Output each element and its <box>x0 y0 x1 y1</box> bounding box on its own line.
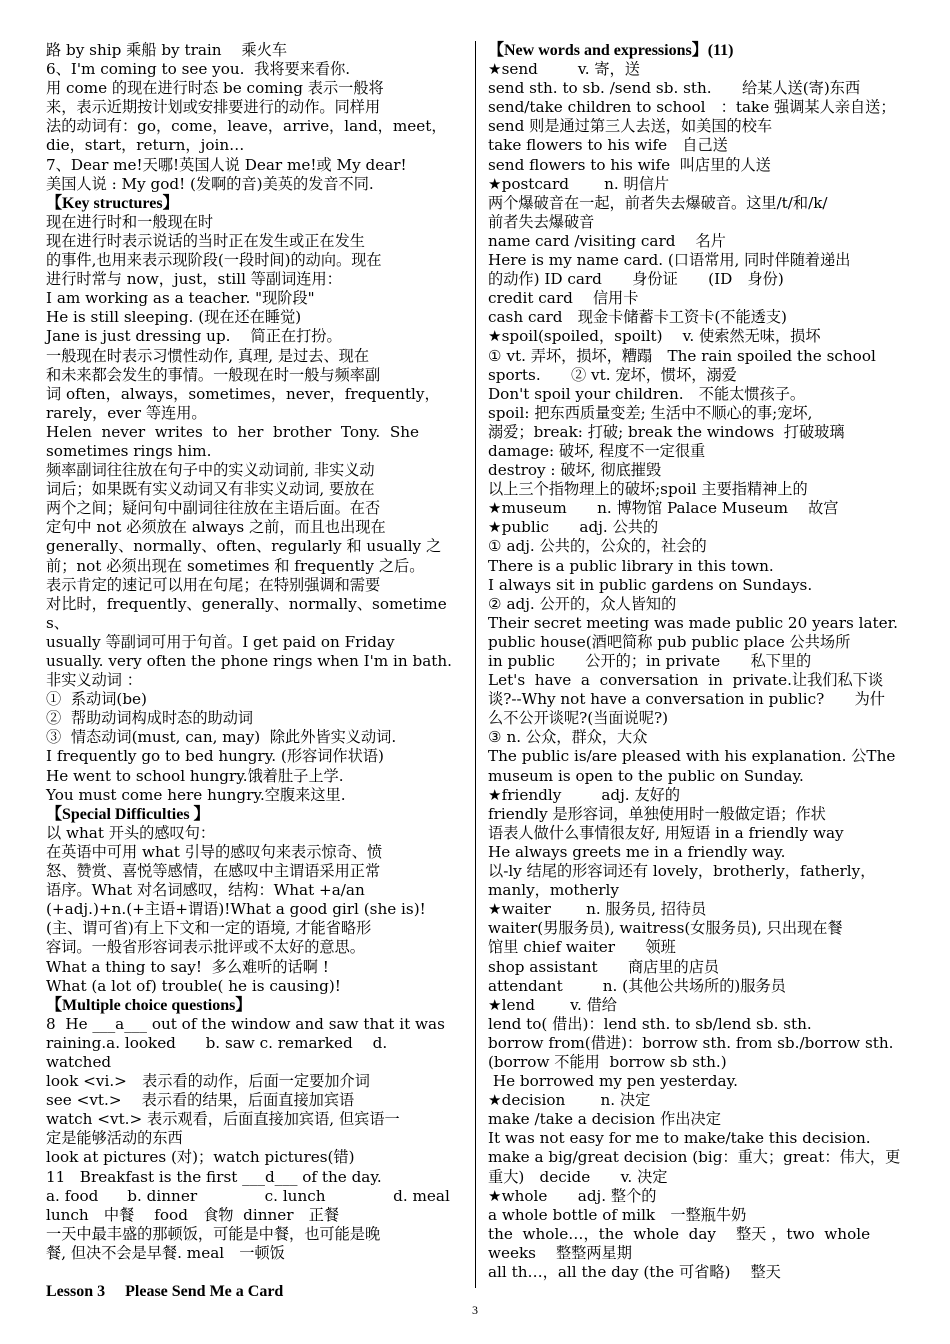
text-line: usually 等副词可用于句首。I get paid on Friday <box>46 632 395 651</box>
text-line: in public 公开的；in private 私下里的 <box>488 652 812 670</box>
text-line: 进行时常与 now，just，still 等副词连用： <box>46 270 342 289</box>
text-line: 频率副词往往放在句子中的实义动词前, 非实义动 <box>46 461 375 480</box>
text-line: 两个之间；疑问句中副词往往放在主语后面。在否 <box>46 499 381 518</box>
text-line: a whole bottle of milk 一整瓶牛奶 <box>488 1205 747 1224</box>
text-line: 美国人说 : My god! (发啊的音)美英的发音不同. <box>46 174 374 193</box>
text-line: ① vt. 弄坏，损坏，糟蹋 The rain spoiled the school <box>488 346 876 365</box>
text-line: He always greets me in a friendly way. <box>488 842 786 861</box>
text-line: 容词。一般省形容词表示批评或不太好的意思。 <box>46 938 365 957</box>
text-line: 8 He ___a___ out of the window and saw that it was <box>46 1014 445 1033</box>
text-line: waiter(男服务员), waitress(女服务员), 只出现在餐 <box>488 919 843 938</box>
text-line: ★send v. 寄，送 <box>488 60 640 79</box>
text-line: ★museum n. 博物馆 Palace Museum 故宫 <box>488 499 839 518</box>
text-line: I am working as a teacher. "现阶段" <box>46 289 315 308</box>
text-line: museum is open to the public on Sunday. <box>488 766 804 785</box>
text-line: 现在进行时表示说话的当时正在发生或正在发生 <box>46 231 365 250</box>
text-line: lend to( 借出)：lend sth. to sb/lend sb. sth. <box>488 1014 812 1033</box>
text-line: friendly 是形容词，单独使用时一般做定语；作状 <box>488 804 826 823</box>
text-line: 谈?--Why not have a conversation in public? 为什 <box>488 690 885 709</box>
text-line: manly，motherly <box>488 881 619 900</box>
text-line: I always sit in public gardens on Sundays. <box>488 575 813 594</box>
text-line: He went to school hungry.饿着肚子上学. <box>46 766 344 785</box>
text-line: 一般现在时表示习惯性动作, 真理, 是过去、现在 <box>46 346 370 365</box>
text-line: Their secret meeting was made public 20 years later. <box>488 613 899 632</box>
text-line: ★public adj. 公共的 <box>488 518 659 537</box>
text-line: attendant n. (其他公共场所的)服务员 <box>488 976 786 995</box>
text-line: 馆里 chief waiter 领班 <box>488 938 676 957</box>
text-line: ② adj. 公开的，众人皆知的 <box>488 594 677 613</box>
text-line: It was not easy for me to make/take this decision. <box>488 1129 871 1148</box>
text-line: credit card 信用卡 <box>488 289 639 308</box>
text-line: I frequently go to bed hungry. (形容词作状语) <box>46 747 384 766</box>
text-line: Here is my name card. (口语常用, 同时伴随着递出 <box>488 251 851 270</box>
text-line: usually. very often the phone rings when I'm in bath. <box>46 652 452 670</box>
text-line: ★waiter n. 服务员, 招待员 <box>488 900 707 919</box>
text-line: 以-ly 结尾的形容词还有 lovely，brotherly，fatherly， <box>488 862 876 881</box>
text-line: shop assistant 商店里的店员 <box>488 957 720 976</box>
section-heading: 【Special Difficulties 】 <box>46 805 210 823</box>
text-line: You must come here hungry.空腹来这里. <box>46 785 346 804</box>
text-line: 的事件,也用来表示现阶段(一段时间)的动向。现在 <box>46 251 382 270</box>
text-line: send/take children to school ：take 强调某人亲自送； <box>488 98 896 117</box>
text-line: make /take a decision 作出决定 <box>488 1110 721 1129</box>
text-line: He is still sleeping. (现在还在睡觉) <box>46 308 302 327</box>
text-line: weeks 整整两星期 <box>488 1243 632 1262</box>
text-line: cash card 现金卡储蓄卡工资卡(不能透支) <box>488 308 787 327</box>
text-line: ★postcard n. 明信片 <box>488 174 670 193</box>
left-column <box>46 41 464 1301</box>
text-line: 语表人做什么事情很友好, 用短语 in a friendly way <box>488 823 844 842</box>
text-line: take flowers to his wife 自己送 <box>488 136 728 155</box>
text-line: 前者失去爆破音 <box>488 212 595 231</box>
text-line: ① adj. 公共的，公众的，社会的 <box>488 537 707 556</box>
text-line: look at pictures (对)；watch pictures(错) <box>46 1148 355 1167</box>
text-line: 前；not 必须出现在 sometimes 和 frequently 之后。 <box>46 556 425 575</box>
text-line: all th…，all the day (the 可省略) 整天 <box>488 1263 781 1281</box>
text-line: 来，表示近期按计划或安排要进行的动作。同样用 <box>46 98 381 117</box>
text-line: 在英语中可用 what 引导的感叹句来表示惊奇、愤 <box>46 842 383 861</box>
text-line: 7、Dear me!天哪!英国人说 Dear me!或 My dear! <box>46 155 407 174</box>
text-line: 6、I'm coming to see you. 我将要来看你. <box>46 60 351 79</box>
text-line: rarely，ever 等连用。 <box>46 403 207 422</box>
text-line: watched <box>46 1052 112 1071</box>
section-heading: 【Multiple choice questions】 <box>46 996 252 1014</box>
text-line: the whole…，the whole day 整天 ，two whole <box>488 1224 871 1243</box>
text-line: 溺爱；break: 打破; break the windows 打破玻璃 <box>488 422 845 441</box>
text-line: die，start，return，join… <box>46 136 245 155</box>
text-line: 语序。What 对名词感叹，结构：What +a/an <box>46 881 365 900</box>
page-number: 3 <box>472 1303 478 1317</box>
text-line: What (a lot of) trouble( he is causing)! <box>46 976 341 995</box>
text-line: 以上三个指物理上的破坏;spoil 主要指精神上的 <box>488 480 808 499</box>
text-line: ★decision n. 决定 <box>488 1091 651 1110</box>
text-line: sometimes rings him. <box>46 441 212 460</box>
text-line: ★friendly adj. 友好的 <box>488 785 681 804</box>
text-line: What a thing to say! 多么难听的话啊 ! <box>46 957 329 976</box>
text-line: 法的动词有：go，come，leave，arrive，land，meet， <box>46 117 447 136</box>
text-line: see <vt.> 表示看的结果，后面直接加宾语 <box>46 1091 355 1110</box>
text-line: 怒、赞赏、喜悦等感情，在感叹中主谓语采用正常 <box>46 862 381 881</box>
text-line: watch <vt.> 表示观看，后面直接加宾语, 但宾语一 <box>46 1110 400 1129</box>
text-line: (+adj.)+n.(+主语+谓语)!What a good girl (she is)! <box>46 900 426 919</box>
text-line: make a big/great decision (big：重大；great：伟大，更 <box>488 1148 901 1167</box>
text-line: 定句中 not 必须放在 always 之前，而且也出现在 <box>46 518 386 537</box>
text-line: 现在进行时和一般现在时 <box>46 212 214 231</box>
text-line: The public is/are pleased with his explanation. 公The <box>488 747 896 766</box>
text-line: Jane is just dressing up. 简正在打扮。 <box>46 327 342 346</box>
text-line: sports. ② vt. 宠坏，惯坏，溺爱 <box>488 365 737 384</box>
text-line: generally、normally、often、regularly 和 usually 之 <box>46 537 442 556</box>
text-line: 11 Breakfast is the first ___d___ of the day. <box>46 1167 382 1186</box>
right-column <box>488 41 908 1282</box>
text-line: 两个爆破音在一起，前者失去爆破音。这里/t/和/k/ <box>488 193 828 212</box>
text-line <box>46 1263 464 1282</box>
text-line: 一天中最丰盛的那顿饭，可能是中餐，也可能是晚 <box>46 1224 381 1243</box>
text-line: 重大) decide v. 决定 <box>488 1167 668 1186</box>
text-line: borrow from(借进)：borrow sth. from sb./borrow sth. <box>488 1033 894 1052</box>
section-heading: 【Key structures】 <box>46 194 179 212</box>
text-line: ③ 情态动词(must, can, may) 除此外皆实义动词. <box>46 728 397 747</box>
text-line: 路 by ship 乘船 by train 乘火车 <box>46 41 288 59</box>
text-line: raining.a. looked b. saw c. remarked d. <box>46 1033 388 1052</box>
text-line: lunch 中餐 food 食物 dinner 正餐 <box>46 1205 340 1224</box>
text-line: spoil: 把东西质量变差; 生活中不顺心的事;宠坏, <box>488 403 813 422</box>
column-divider <box>475 41 476 1288</box>
text-line: 词 often，always，sometimes，never，frequently， <box>46 384 440 403</box>
text-line: send flowers to his wife 叫店里的人送 <box>488 155 771 174</box>
text-line: public house(酒吧简称 pub public place 公共场所 <box>488 632 851 651</box>
text-line: ① 系动词(be) <box>46 690 147 709</box>
text-line: damage: 破坏, 程度不一定很重 <box>488 441 706 460</box>
text-line: 么不公开谈呢?(当面说呢?) <box>488 709 669 728</box>
text-line: ★lend v. 借给 <box>488 995 617 1014</box>
text-line: look <vi.> 表示看的动作，后面一定要加介词 <box>46 1072 370 1091</box>
text-line: ★spoil(spoiled，spoilt) v. 使索然无味，损坏 <box>488 327 821 346</box>
text-line: ★whole adj. 整个的 <box>488 1186 657 1205</box>
text-line: 和未来都会发生的事情。一般现在时一般与频率副 <box>46 365 381 384</box>
text-line: 表示肯定的速记可以用在句尾；在特别强调和需要 <box>46 575 381 594</box>
text-line: 对比时，frequently、generally、normally、sometimes、 <box>46 594 447 632</box>
text-line: 餐, 但决不会是早餐. meal 一顿饭 <box>46 1243 285 1262</box>
section-heading: 【New words and expressions】(11) <box>488 42 734 59</box>
text-line: There is a public library in this town. <box>488 556 774 575</box>
text-line: name card /visiting card 名片 <box>488 231 726 250</box>
text-line: 以 what 开头的感叹句： <box>46 823 216 842</box>
text-line: (borrow 不能用 borrow sb sth.) <box>488 1052 727 1071</box>
text-line: 定是能够活动的东西 <box>46 1129 183 1148</box>
text-line: Let's have a conversation in private.让我们私下谈 <box>488 671 884 690</box>
text-line: ③ n. 公众，群众，大众 <box>488 728 648 747</box>
text-line: send 则是通过第三人去送，如美国的校车 <box>488 117 773 136</box>
text-line: 的动作) ID card 身份证 (ID 身份) <box>488 270 784 289</box>
text-line: destroy : 破坏, 彻底摧毁 <box>488 461 662 480</box>
text-line: 非实义动词 ： <box>46 671 142 690</box>
text-line: send sth. to sb. /send sb. sth. 给某人送(寄)东西 <box>488 79 861 98</box>
text-line: 词后；如果既有实义动词又有非实义动词, 要放在 <box>46 480 375 499</box>
text-line: ② 帮助动词构成时态的助动词 <box>46 709 254 728</box>
text-line: a. food b. dinner c. lunch d. meal <box>46 1186 450 1205</box>
text-line: He borrowed my pen yesterday. <box>488 1072 738 1091</box>
text-line: 用 come 的现在进行时态 be coming 表示一般将 <box>46 79 384 98</box>
section-heading: Lesson 3 Please Send Me a Card <box>46 1283 284 1301</box>
text-line: Helen never writes to her brother Tony. She <box>46 422 420 441</box>
text-line: (主、谓可省)有上下文和一定的语境, 才能省略形 <box>46 919 372 938</box>
text-line: Don't spoil your children. 不能太惯孩子。 <box>488 384 806 403</box>
